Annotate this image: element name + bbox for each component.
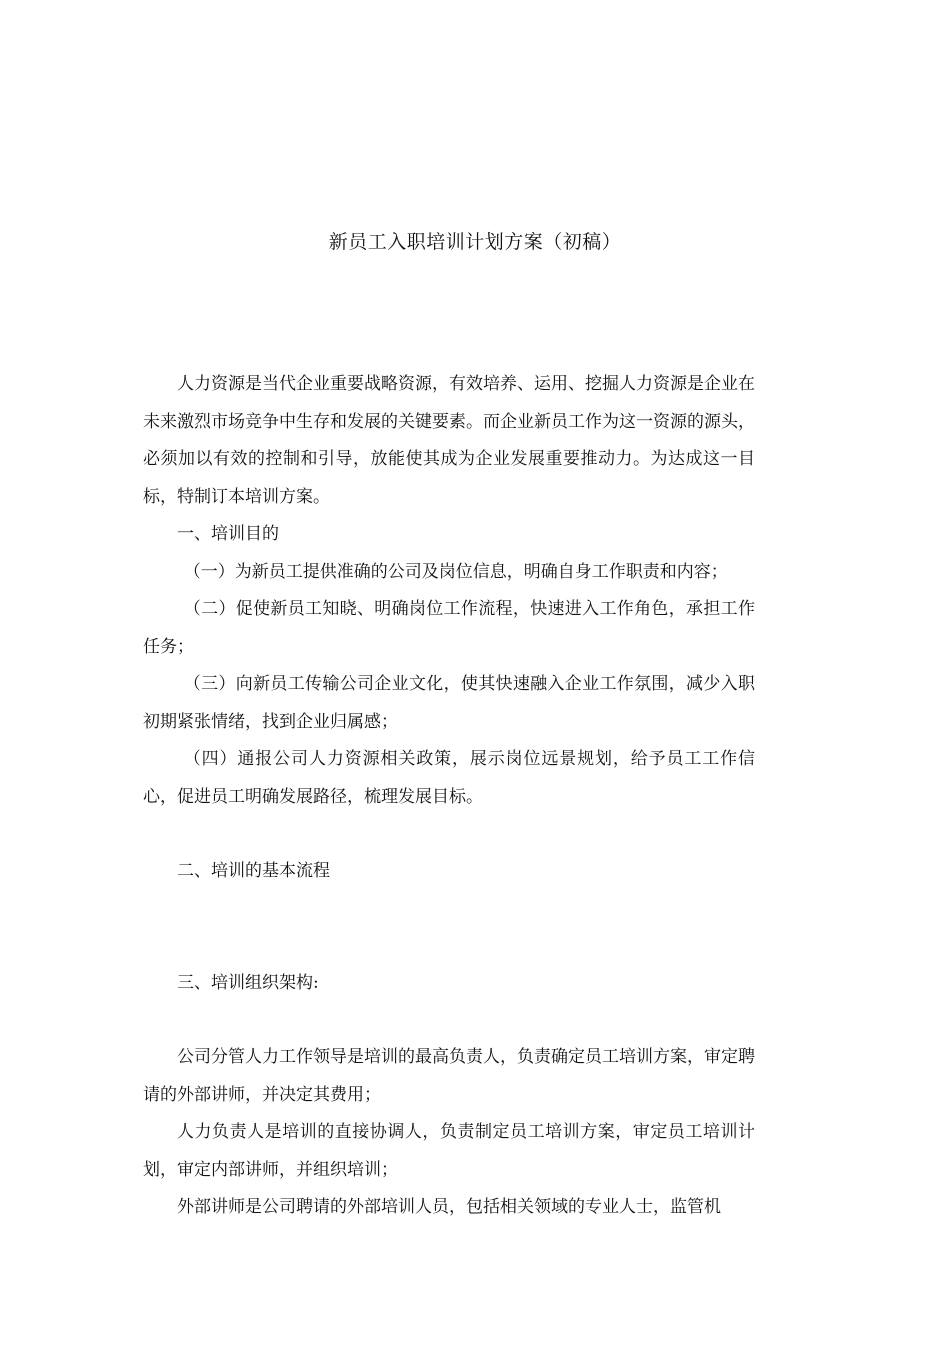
section3-heading-block xyxy=(143,965,755,1003)
document-title: 新员工入职培训计划方案（初稿） xyxy=(328,231,622,253)
org-paragraph-2: 人力负责人是培训的直接协调人，负责制定员工培训方案，审定员工培训计划，审定内部讲师，并组织培训； xyxy=(143,1122,755,1180)
purpose-item-4: （四）通报公司人力资源相关政策，展示岗位远景规划，给予员工工作信心，促进员工明确发展路径，梳理发展目标。 xyxy=(143,749,755,807)
section3-body xyxy=(143,1039,755,1227)
section-intro-and-purpose xyxy=(143,366,755,816)
section2 xyxy=(143,853,755,891)
org-paragraph-1: 公司分管人力工作领导是培训的最高负责人，负责确定员工培训方案，审定聘请的外部讲师，并决定其费用； xyxy=(143,1047,755,1105)
intro-paragraph: 人力资源是当代企业重要战略资源，有效培养、运用、挖掘人力资源是企业在未来激烈市场竞争中生存和发展的关键要素。而企业新员工作为这一资源的源头，必须加以有效的控制和引导，放能使其成为企业发展重要推动力。为达成这一目标，特制订本培训方案。 xyxy=(143,374,755,507)
section3-heading: 三、培训组织架构: xyxy=(177,973,319,993)
org-paragraph-3: 外部讲师是公司聘请的外部培训人员，包括相关领域的专业人士，监管机 xyxy=(177,1197,721,1217)
section1-heading: 一、培训目的 xyxy=(177,524,279,544)
purpose-item-3: （三）向新员工传输公司企业文化，使其快速融入企业工作氛围，减少入职初期紧张情绪，找到企业归属感； xyxy=(143,674,755,732)
purpose-item-2: （二）促使新员工知晓、明确岗位工作流程，快速进入工作角色，承担工作任务； xyxy=(143,599,755,657)
section2-heading: 二、培训的基本流程 xyxy=(177,861,330,881)
purpose-item-1: （一）为新员工提供准确的公司及岗位信息，明确自身工作职责和内容； xyxy=(183,561,728,582)
